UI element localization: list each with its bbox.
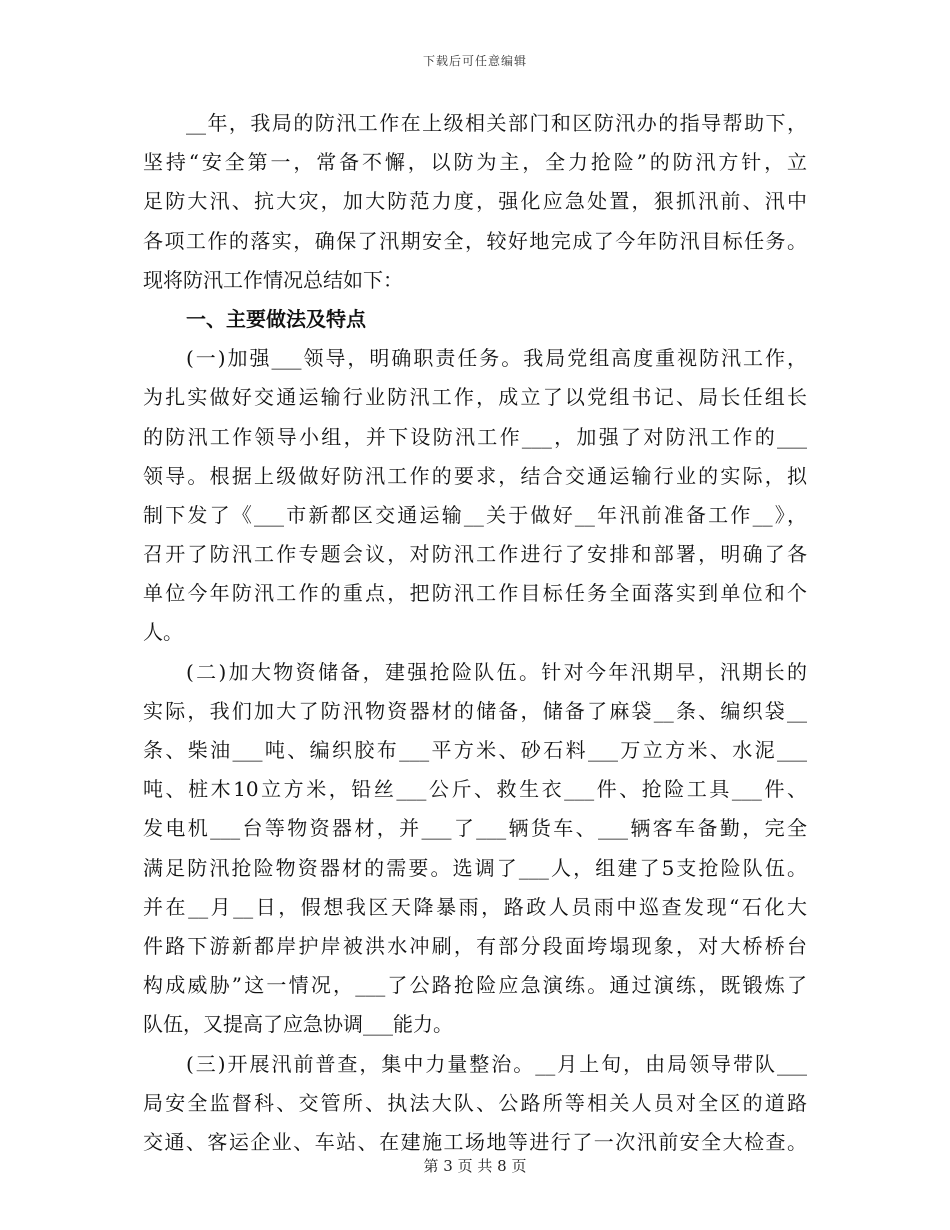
text-line: 人。	[143, 620, 183, 645]
page-header: 下载后可任意编辑	[422, 54, 527, 68]
text-line: 现将防汛工作情况总结如下：	[143, 267, 403, 292]
text-line: 并在__月__日，假想我区天降暴雨，路政人员雨中巡查发现“石化大	[143, 894, 807, 919]
text-line: 队伍，又提高了应急协调___能力。	[143, 1012, 453, 1037]
text-line: 吨、桩木10立方米，铅丝___公斤、救生衣___件、抢险工具___件、	[143, 777, 807, 802]
text-line: 各项工作的落实，确保了汛期安全，较好地完成了今年防汛目标任务。	[143, 228, 807, 253]
text-line: 构成威胁”这一情况，___了公路抢险应急演练。通过演练，既锻炼了	[143, 973, 807, 998]
text-line: 发电机___台等物资器材，并___了___辆货车、___辆客车备勤，完全	[143, 816, 807, 841]
page-footer: 第 3 页 共 8 页	[423, 1157, 527, 1175]
document-body	[143, 104, 807, 1162]
text-line: 件路下游新都岸护岸被洪水冲刷，有部分段面垮塌现象，对大桥桥台	[143, 933, 807, 958]
text-line: (三)开展汛前普查，集中力量整治。__月上旬，由局领导带队___	[186, 1051, 807, 1076]
text-line: 制下发了《___市新都区交通运输__关于做好__年汛前准备工作__》，	[143, 502, 807, 527]
text-line: 足防大汛、抗大灾，加大防范力度，强化应急处置，狠抓汛前、汛中	[143, 189, 807, 214]
text-line: (一)加强___领导，明确职责任务。我局党组高度重视防汛工作，	[186, 346, 807, 371]
section-heading: 一、主要做法及特点	[186, 306, 366, 331]
text-line: 为扎实做好交通运输行业防汛工作，成立了以党组书记、局长任组长	[143, 385, 807, 410]
text-line: 实际，我们加大了防汛物资器材的储备，储备了麻袋__条、编织袋__	[143, 698, 807, 723]
text-line: 交通、客运企业、车站、在建施工场地等进行了一次汛前安全大检查。	[143, 1129, 807, 1154]
text-line: 条、柴油___吨、编织胶布___平方米、砂石料___万立方米、水泥___	[143, 738, 807, 762]
text-line: __年，我局的防汛工作在上级相关部门和区防汛办的指导帮助下，	[186, 111, 807, 135]
text-line: 坚持“安全第一，常备不懈，以防为主，全力抢险”的防汛方针，立	[143, 150, 807, 175]
text-line: 满足防汛抢险物资器材的需要。选调了___人，组建了5支抢险队伍。	[143, 855, 807, 880]
text-line: 局安全监督科、交管所、执法大队、公路所等相关人员对全区的道路	[143, 1090, 807, 1115]
text-line: (二)加大物资储备，建强抢险队伍。针对今年汛期早，汛期长的	[186, 659, 807, 684]
text-line: 的防汛工作领导小组，并下设防汛工作___，加强了对防汛工作的___	[143, 424, 807, 449]
text-line: 单位今年防汛工作的重点，把防汛工作目标任务全面落实到单位和个	[143, 581, 807, 606]
text-line: 领导。根据上级做好防汛工作的要求，结合交通运输行业的实际，拟	[143, 463, 807, 488]
text-line: 召开了防汛工作专题会议，对防汛工作进行了安排和部署，明确了各	[143, 542, 807, 567]
